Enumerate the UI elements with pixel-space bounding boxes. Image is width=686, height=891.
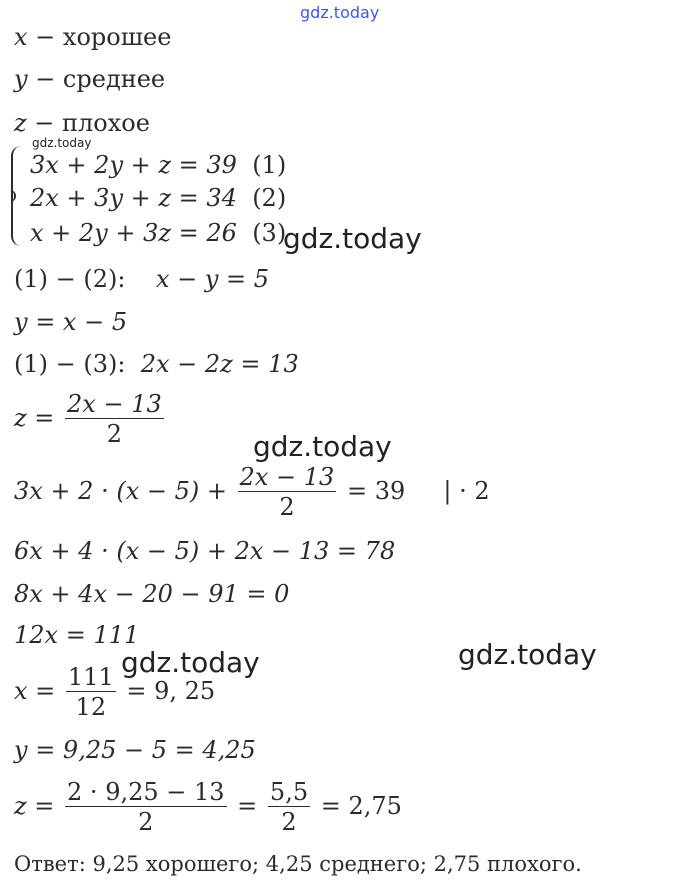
watermark-3: gdz.today xyxy=(458,638,597,671)
step-substitution: 3x + 2 · (x − 5) + $\frac{2x - 13}{2}$ = 39 | · 2 xyxy=(14,463,490,521)
step-z-value: z = $\frac{2 \cdot 9,25 - 13}{2}$ = $\frac{5,5}{2}$ = 2,75 xyxy=(14,778,402,836)
fraction: $\frac{111}{12}$ xyxy=(67,663,114,721)
step-subtract-1-3: (1) − (3): 2x − 2z = 13 xyxy=(14,350,299,378)
watermark-4: gdz.today xyxy=(121,646,260,679)
step-y-value: y = 9,25 − 5 = 4,25 xyxy=(14,736,256,764)
definition-z: z − плохое xyxy=(14,109,150,137)
fraction: $\frac{5,5}{2}$ xyxy=(269,778,309,836)
step-multiplied: 6x + 4 · (x − 5) + 2x − 13 = 78 xyxy=(14,537,396,565)
definition-x: x − хорошее xyxy=(14,23,172,51)
step-12x: 12x = 111 xyxy=(14,621,140,649)
step-z-expression: z = $\frac{2x - 13}{2}$ xyxy=(14,390,162,448)
watermark-top: gdz.today xyxy=(300,3,380,22)
step-simplified: 8x + 4x − 20 − 91 = 0 xyxy=(14,580,290,608)
system-equation-2: 2x + 3y + z = 34 (2) xyxy=(30,184,287,212)
step-y-expression: y = x − 5 xyxy=(14,308,128,336)
answer-line: Ответ: 9,25 хорошего; 4,25 среднего; 2,75 плохого. xyxy=(14,852,582,876)
system-equation-1: 3x + 2y + z = 39 (1) xyxy=(30,151,287,179)
fraction: $\frac{2x - 13}{2}$ xyxy=(239,463,335,521)
fraction: $\frac{2 \cdot 9,25 - 13}{2}$ xyxy=(67,778,225,836)
step-subtract-1-2: (1) − (2): x − y = 5 xyxy=(14,265,270,293)
definition-y: y − среднее xyxy=(14,65,166,93)
watermark-small: gdz.today xyxy=(32,136,92,150)
watermark-2: gdz.today xyxy=(253,430,392,463)
fraction: $\frac{2x - 13}{2}$ xyxy=(67,390,162,448)
step-x-value: x = $\frac{111}{12}$ = 9, 25 xyxy=(14,663,216,721)
watermark-1: gdz.today xyxy=(283,222,422,255)
system-equation-3: x + 2y + 3z = 26 (3) xyxy=(30,219,287,247)
